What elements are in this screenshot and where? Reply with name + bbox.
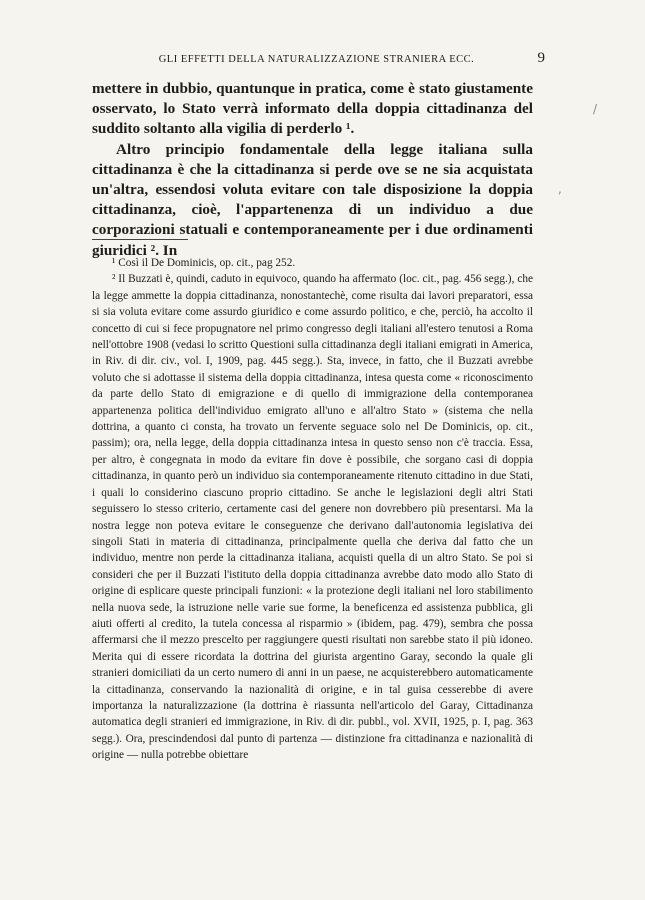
paragraph-1: mettere in dubbio, quantunque in pratica, come è stato giustamente osservato, lo Stato verrà informato della doppia cittadinanza del suddito soltanto alla vigilia di perderlo ¹. [92, 80, 533, 138]
footnotes [92, 255, 533, 764]
page-number: 9 [537, 50, 545, 66]
footnote-1: ¹ Così il De Dominicis, op. cit., pag 252. [112, 257, 296, 269]
paragraph-2: Altro principio fondamentale della legge italiana sulla cittadinanza è che la cittadinanza si perde ove se ne sia acquistata un'altra, essendosi voluta evitare con tale disposizione la doppia cittadinanza, cioè, l'appartenenza di un individuo a due corporazioni statuali e contemporaneamente per i due ordinamenti giuridici ². In [92, 140, 533, 259]
pencil-mark: / [593, 102, 598, 116]
footnote-divider [92, 239, 188, 240]
running-title: GLI EFFETTI DELLA NATURALIZZAZIONE STRANIERA ECC. [158, 54, 475, 65]
pencil-mark: , [558, 182, 562, 196]
main-text [92, 79, 533, 261]
footnote-2: ² Il Buzzati è, quindi, caduto in equivoco, quando ha affermato (loc. cit., pag. 456 segg.), che la legge ammette la doppia cittadinanza, nonostantechè, come risulta dai lavori preparatori, essa si sia voluta evitare come assurdo giuridico e come assurdo politico, e che, perciò, ha accolto il concetto di cui si fece propugnatore nel primo congresso degli italiani all'estero tenutosi a Roma nell'ottobre 1908 (vedasi lo scritto Questioni sulla cittadinanza degli italiani emigrati in America, in Riv. di dir. civ., vol. I, 1909, pag. 445 segg.). Sta, invece, in fatto, che il Buzzati avrebbe voluto che si adottasse il sistema della doppia cittadinanza, intesa questa come « riconoscimento da parte dello Stato di emigrazione e di quello di immigrazione della contemporanea appartenenza politica dell'individuo emigrato all'uno e all'altro Stato » (sistema che nella dottrina, a quanto ci consta, ha trovato un fervente seguace solo nel De Dominicis, op. cit., passim); ora, nella legge, della doppia cittadinanza intesa in questo senso non c'è traccia. Essa, per altro, è congegnata in modo da evitare fin dove è possibile, che sorgano casi di doppia cittadinanza, in quanto però un individuo sia contemporaneamente ritenuto cittadino in due Stati, i quali lo considerino ciascuno proprio cittadino. Se anche le legislazioni degli altri Stati seguissero lo stesso criterio, certamente casi del genere non dovrebbero più presentarsi. Ma la nostra legge non poteva evitare le conseguenze che derivano dall'autonomia legislativa dei singoli Stati in materia di cittadinanza, principalmente quella che deriva dal fatto che un individuo, mentre non perde la cittadinanza italiana, acquisti quella di un altro Stato. Se poi si consideri che per il Buzzati l'istituto della doppia cittadinanza avrebbe dato modo allo Stato di origine di esplicare queste principali funzioni: « la protezione degli italiani nel loro stabilimento nella nuova sede, la istruzione nelle varie sue forme, la beneficenza ed assistenza pubblica, gli aiuti offerti al credito, la tutela concessa al risparmio » (ibidem, pag. 479), sembra che possa affermarsi che il mezzo prescelto per raggiungere questi risultati non sarebbe stato il più idoneo. Merita qui di essere ricordata la dottrina del giurista argentino Garay, secondo la quale gli stranieri domiciliati da un certo numero di anni in un paese, ne acquisterebbero automaticamente la cittadinanza, conservando la nazionalità di origine, e in tal guisa cesserebbe di avere importanza la naturalizzazione (la dottrina è riassunta nell'articolo del Garay, Cittadinanza automatica degli stranieri ed immigrazione, in Riv. di dir. pubbl., vol. XVII, 1925, p. I, pag. 363 segg.). Ora, prescindendosi dal punto di partenza — distinzione fra cittadinanza e nazionalità di origine — nulla potrebbe obiettare [92, 273, 533, 762]
